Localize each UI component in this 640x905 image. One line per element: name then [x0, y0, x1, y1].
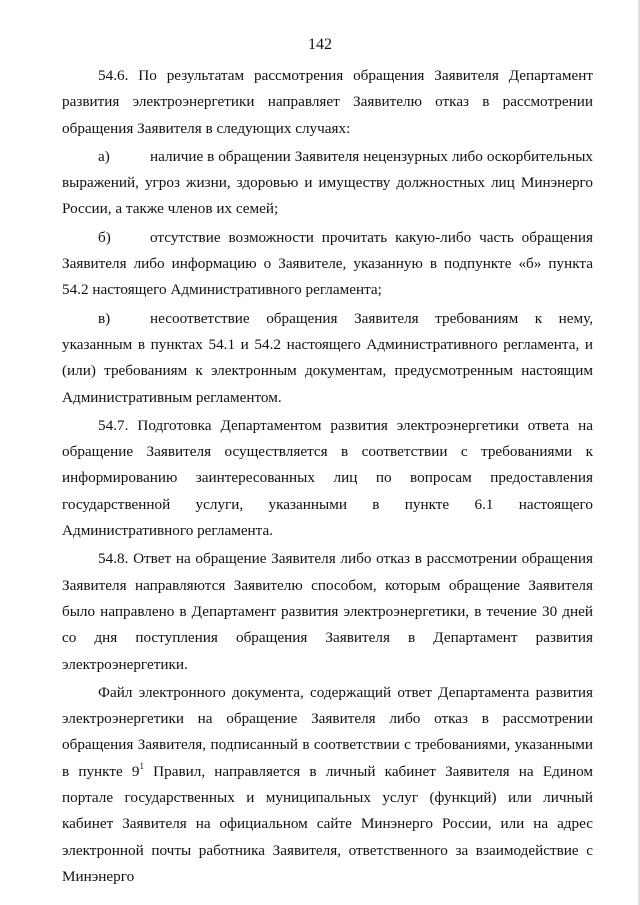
paragraph-54-7: 54.7. Подготовка Департаментом развития электроэнергетики ответа на обращение Заявителя осуществляется в соответствии с требованиями к информированию заинтересованных лиц по вопросам предоставления государственной услуги, указанными в пункте 6.1 настоящего Административного регламента. [62, 416, 593, 540]
list-marker: а) [98, 147, 110, 165]
paragraph-text-after: Правил, направляется в личный кабинет Заявителя на Едином портале государственных и муниципальных услуг (функций) или личный кабинет Заявителя на официальном сайте Минэнерго России, или на адрес электронной почты работника Заявителя, ответственного за взаимодействие с Минэнерго [62, 762, 594, 885]
list-item-text: несоответствие обращения Заявителя требованиям к нему, указанным в пунктах 54.1 и 54.2 настоящего Административного регламента, и (или) требованиям к электронным документам, предусмотренным настоящим Административным регламентом. [62, 309, 593, 406]
paragraph-54-8: 54.8. Ответ на обращение Заявителя либо отказ в рассмотрении обращения Заявителя направляются Заявителю способом, которым обращение Заявителя было направлено в Департамент развития электроэнергетики, в течение 30 дней со дня поступления обращения Заявителя в Департамент развития электроэнергетики. [62, 550, 593, 673]
list-item-text: наличие в обращении Заявителя нецензурных либо оскорбительных выражений, угроз жизни, здоровью и имуществу должностных лиц Минэнерго России, а также членов их семей; [62, 147, 593, 218]
list-marker: б) [98, 228, 111, 246]
list-item-b [62, 225, 593, 304]
document-body [62, 63, 593, 890]
list-item-a [62, 144, 593, 223]
list-item-text: отсутствие возможности прочитать какую-либо часть обращения Заявителя либо информацию о Заявителе, указанную в подпункте «б» пункта 54.2 настоящего Административного регламента; [62, 228, 593, 299]
page-number: 142 [308, 36, 332, 53]
list-item-v [62, 306, 593, 411]
list-marker: в) [98, 309, 111, 327]
paragraph-electronic-file [62, 680, 593, 890]
paragraph-text-before: Файл электронного документа, содержащий ответ Департамента развития электроэнергетики на обращение Заявителя либо отказ в рассмотрении обращения Заявителя, подписанный в соответствии с требованиями, указанными в пункте 9 [62, 683, 593, 780]
superscript-footnote: 1 [139, 760, 144, 771]
paragraph-54-6: 54.6. По результатам рассмотрения обращения Заявителя Департамент развития электроэнергетики направляет Заявителю отказ в рассмотрении обращения Заявителя в следующих случаях: [62, 67, 593, 137]
